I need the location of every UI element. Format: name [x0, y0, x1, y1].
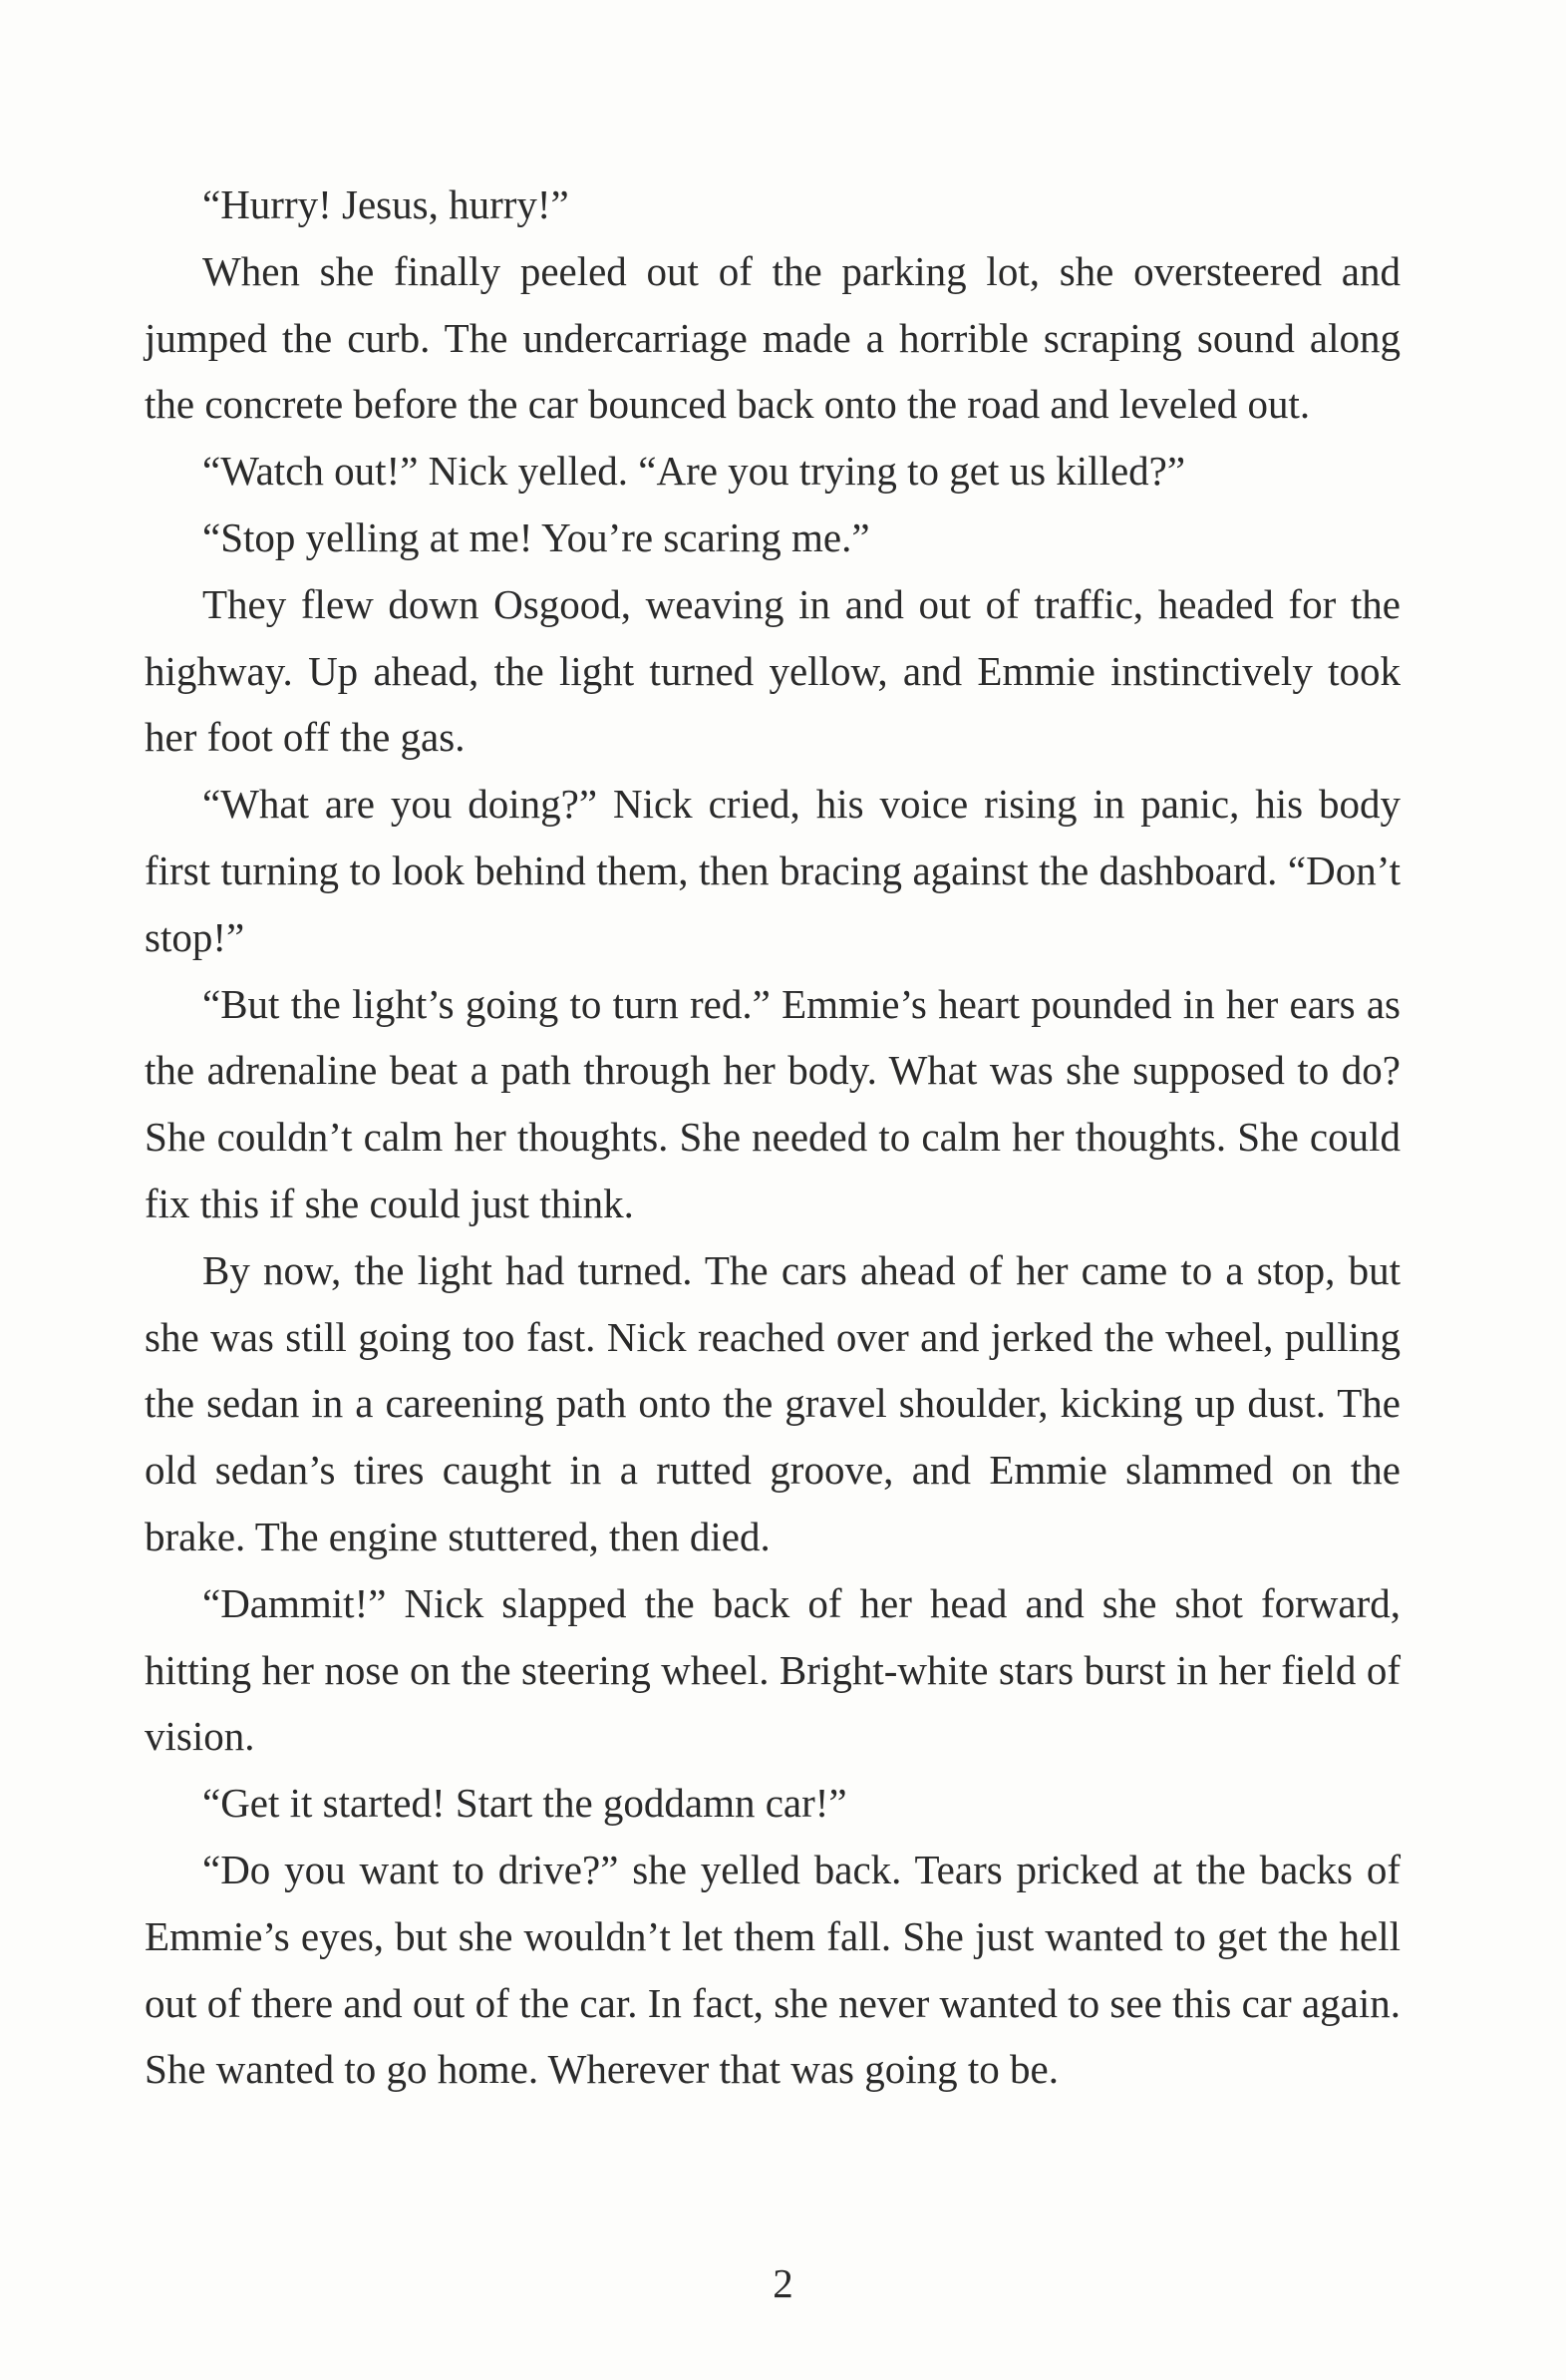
paragraph: “But the light’s going to turn red.” Emmie’s heart pounded in her ears as the adrenaline beat a path through her body. What was she supposed to do? She couldn’t calm her thoughts. She needed to calm her thoughts. She could fix this if she could just think. — [145, 980, 1401, 1226]
paragraph: “Get it started! Start the goddamn car!” — [202, 1780, 847, 1827]
paragraph: By now, the light had turned. The cars ahead of her came to a stop, but she was still going too fast. Nick reached over and jerked the wheel, pulling the sedan in a careening path onto the gravel shoulder, kicking up dust. The old sedan’s tires caught in a rutted groove, and Emmie slammed on the brake. The engine stuttered, then died. — [145, 1246, 1401, 1559]
body-text — [145, 171, 1401, 2103]
paragraph: “Do you want to drive?” she yelled back. Tears pricked at the backs of Emmie’s eyes, but she wouldn’t let them fall. She just wanted to get the hell out of there and out of the car. In fact, she never wanted to see this car again. She wanted to go home. Wherever that was going to be. — [145, 1846, 1401, 2093]
paragraph: When she finally peeled out of the parking lot, she oversteered and jumped the curb. The undercarriage made a horrible scraping sound along the concrete before the car bounced back onto the road and leveled out. — [145, 247, 1401, 428]
paragraph: “Hurry! Jesus, hurry!” — [202, 181, 569, 227]
paragraph: “Dammit!” Nick slapped the back of her head and she shot forward, hitting her nose on the steering wheel. Bright-white stars burst in her field of vision. — [145, 1579, 1401, 1760]
paragraph: “Watch out!” Nick yelled. “Are you trying to get us killed?” — [202, 448, 1186, 495]
paragraph: “Stop yelling at me! You’re scaring me.” — [202, 513, 870, 560]
paragraph: They flew down Osgood, weaving in and out of traffic, headed for the highway. Up ahead, the light turned yellow, and Emmie instinctively took her foot off the gas. — [145, 580, 1401, 761]
page-number: 2 — [773, 2260, 793, 2306]
paragraph: “What are you doing?” Nick cried, his voice rising in panic, his body first turning to look behind them, then bracing against the dashboard. “Don’t stop!” — [145, 781, 1401, 960]
